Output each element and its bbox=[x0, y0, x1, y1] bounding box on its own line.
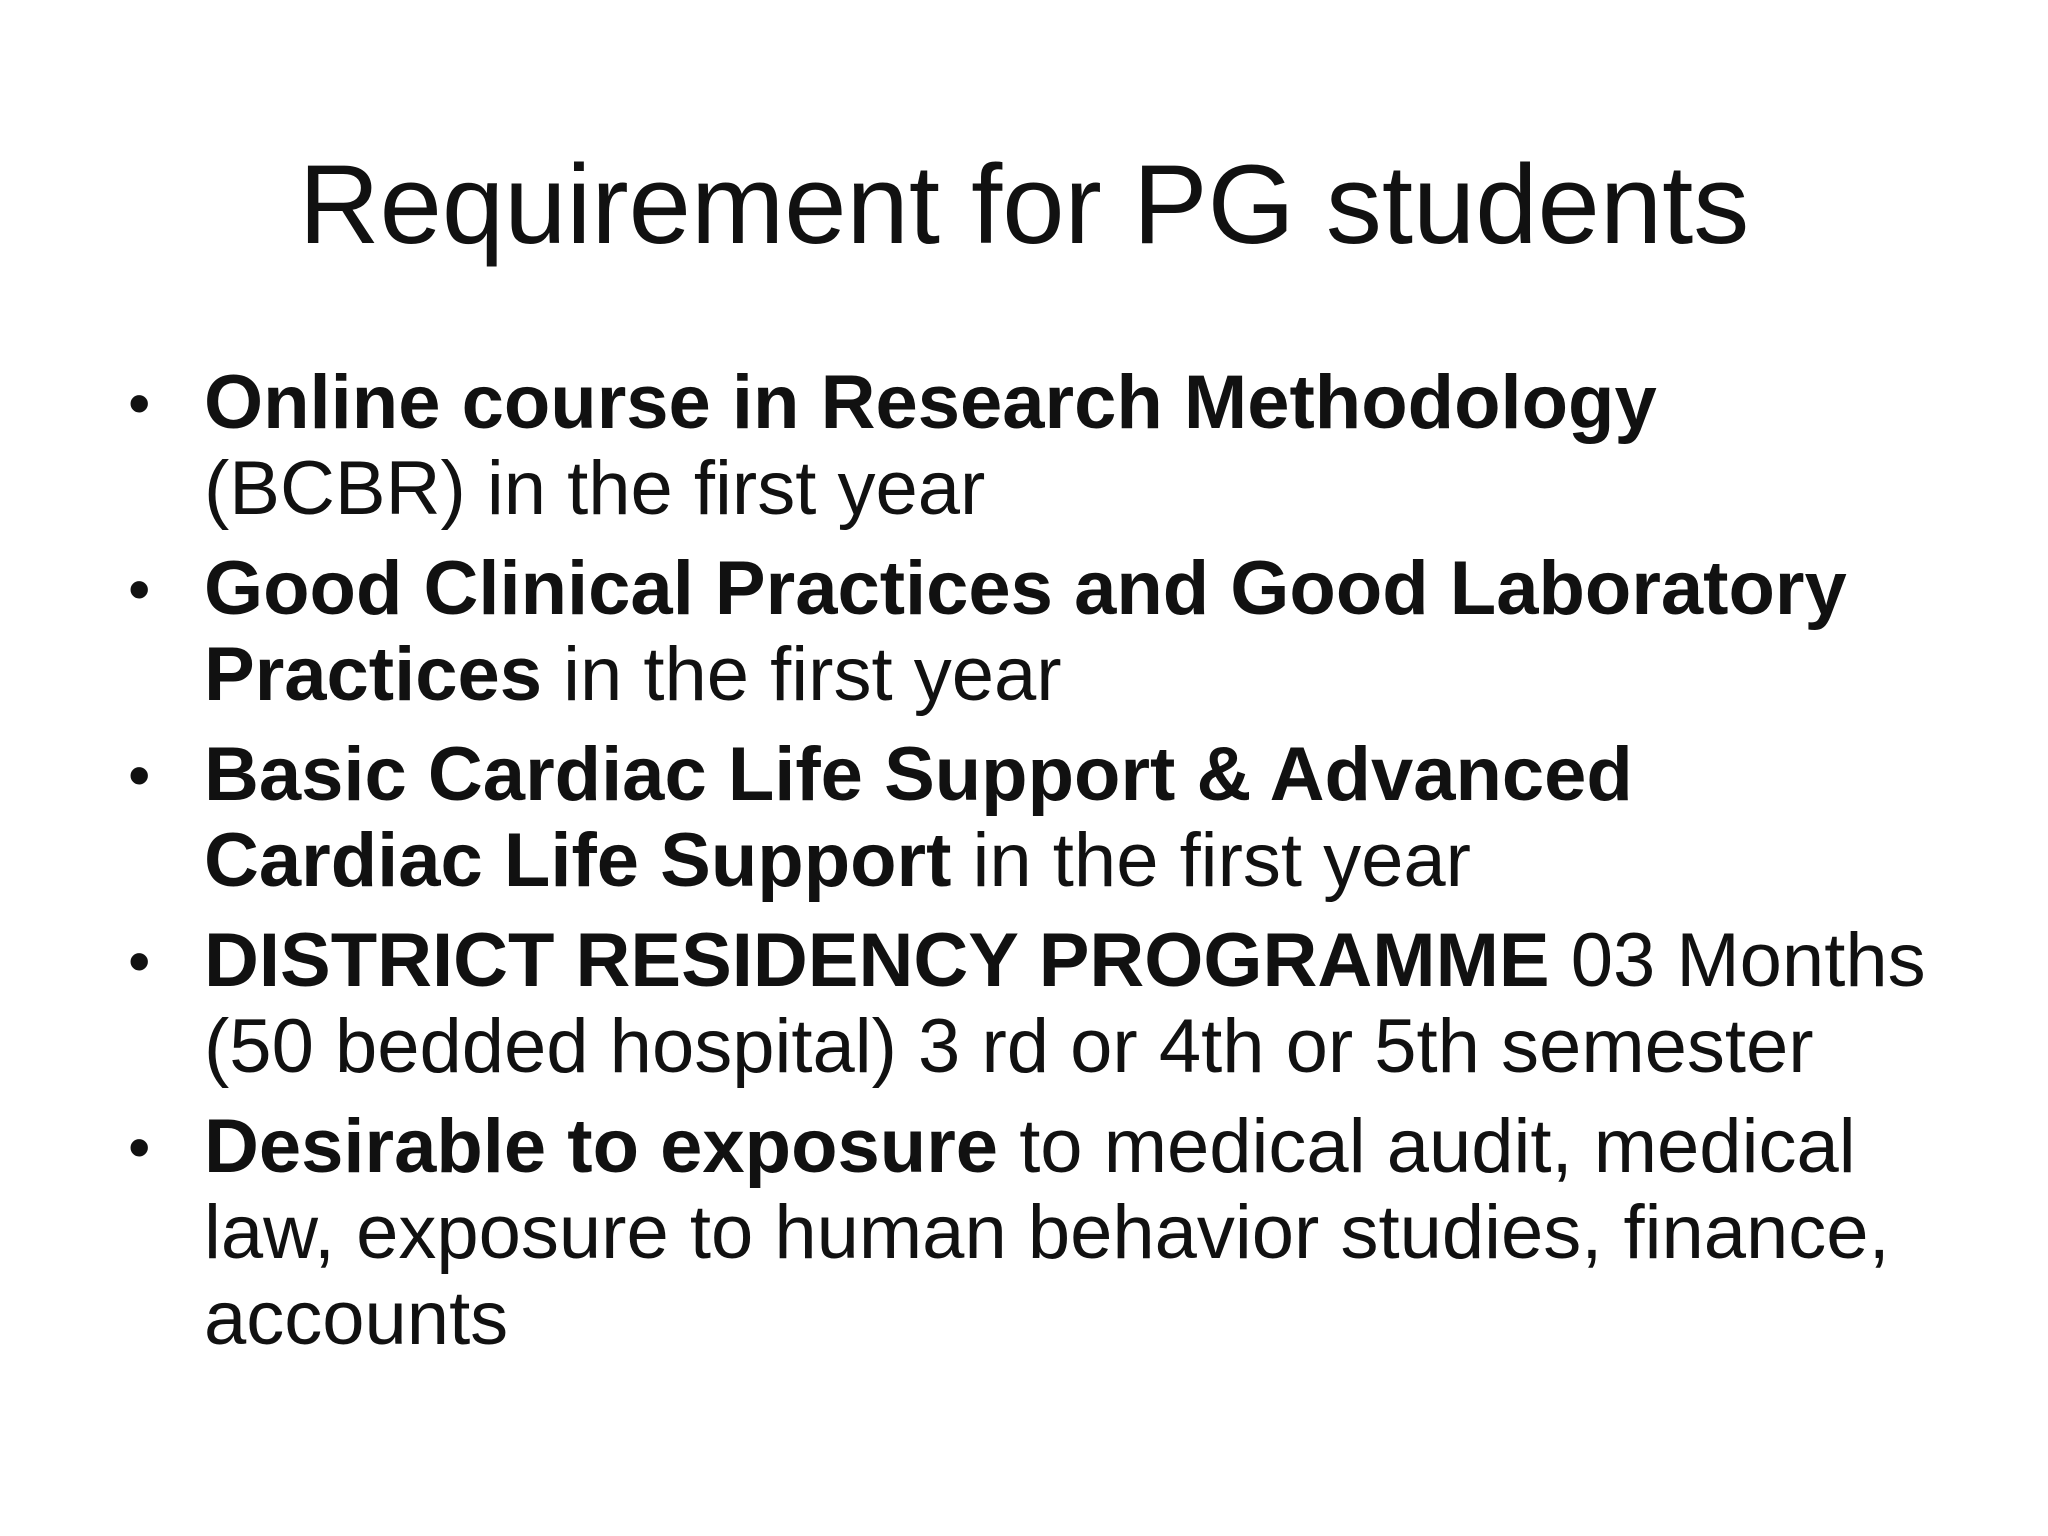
bullet-list bbox=[128, 360, 1928, 1376]
bullet-item-district-residency bbox=[128, 918, 1928, 1090]
bullet-icon: • bbox=[128, 739, 151, 811]
bullet-text: 03 Months (50 bedded hospital) 3 rd or 4th or 5th semester bbox=[204, 918, 1926, 1089]
bullet-bold-text: Basic Cardiac Life Support & Advanced Cardiac Life Support bbox=[204, 732, 1633, 903]
bullet-item-bcbr bbox=[128, 360, 1928, 532]
bullet-bold-text: DISTRICT RESIDENCY PROGRAMME bbox=[204, 918, 1550, 1003]
bullet-item-bcls-acls bbox=[128, 732, 1928, 904]
bullet-item-desirable-exposure bbox=[128, 1104, 1928, 1362]
bullet-icon: • bbox=[128, 553, 151, 625]
bullet-bold-text: Desirable to exposure bbox=[204, 1104, 999, 1189]
bullet-text: in the first year bbox=[542, 632, 1062, 717]
slide-title: Requirement for PG students bbox=[298, 142, 1750, 267]
bullet-bold-text: Good Clinical Practices and Good Laboratory Practices bbox=[204, 546, 1847, 717]
bullet-text: (BCBR) in the first year bbox=[204, 446, 986, 531]
bullet-bold-text: Online course in Research Methodology bbox=[204, 360, 1657, 445]
bullet-icon: • bbox=[128, 925, 151, 997]
bullet-icon: • bbox=[128, 367, 151, 439]
bullet-text: in the first year bbox=[951, 818, 1471, 903]
bullet-icon: • bbox=[128, 1111, 151, 1183]
bullet-text: to medical audit, medical law, exposure to human behavior studies, finance, accounts bbox=[204, 1104, 1890, 1361]
bullet-item-gcp-glp bbox=[128, 546, 1928, 718]
